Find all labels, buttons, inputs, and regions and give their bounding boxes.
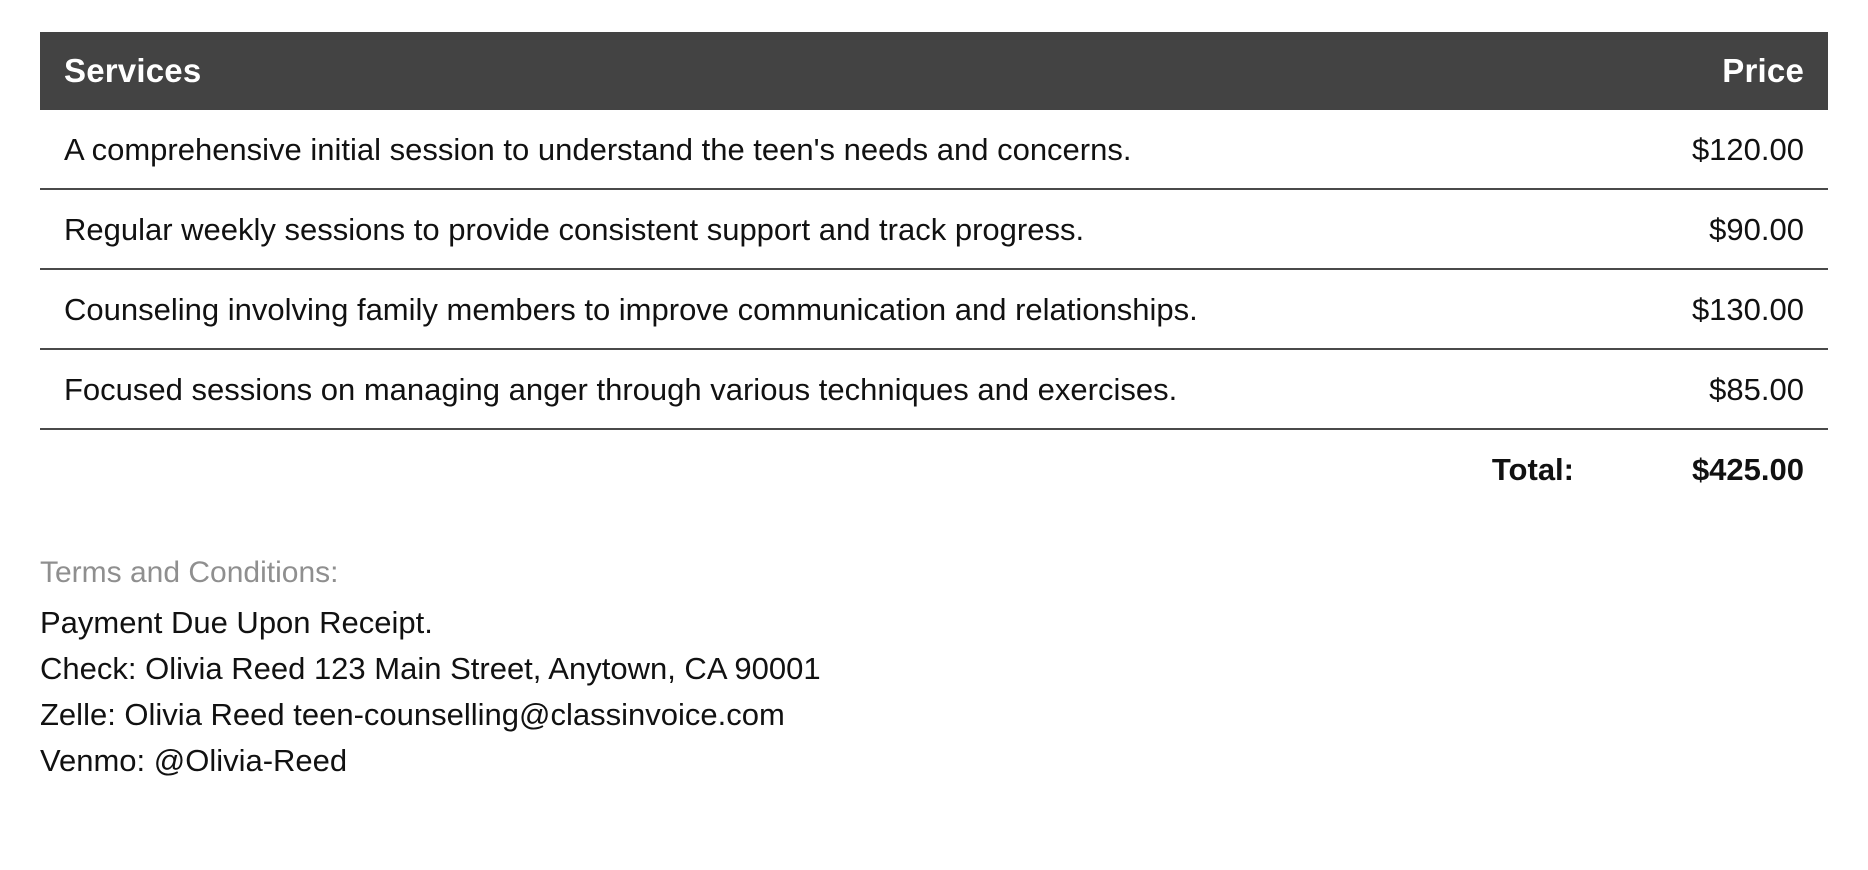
service-description: A comprehensive initial session to understand the teen's needs and concerns. bbox=[40, 110, 1598, 189]
total-label: Total: bbox=[1491, 452, 1574, 487]
terms-title: Terms and Conditions: bbox=[40, 556, 339, 589]
total-value: $425.00 bbox=[1691, 452, 1804, 487]
table-body bbox=[40, 110, 1828, 429]
table-header bbox=[40, 32, 1828, 110]
terms-line-check: Check: Olivia Reed 123 Main Street, Anytown, CA 90001 bbox=[40, 650, 821, 686]
service-description: Regular weekly sessions to provide consistent support and track progress. bbox=[40, 189, 1598, 269]
table-row bbox=[40, 269, 1828, 349]
total-row bbox=[40, 429, 1828, 498]
table-footer bbox=[40, 429, 1828, 498]
service-description: Focused sessions on managing anger through various techniques and exercises. bbox=[40, 349, 1598, 429]
table-row bbox=[40, 189, 1828, 269]
service-price: $90.00 bbox=[1598, 189, 1828, 269]
terms-line-payment: Payment Due Upon Receipt. bbox=[40, 605, 433, 640]
service-description: Counseling involving family members to improve communication and relationships. bbox=[40, 269, 1598, 349]
service-price: $120.00 bbox=[1598, 110, 1828, 189]
terms-line-zelle: Zelle: Olivia Reed teen-counselling@classinvoice.com bbox=[40, 696, 785, 732]
service-price: $85.00 bbox=[1598, 349, 1828, 429]
column-header-price: Price bbox=[1598, 32, 1828, 110]
terms-and-conditions-section bbox=[40, 556, 1828, 784]
table-row bbox=[40, 110, 1828, 189]
services-price-table bbox=[40, 32, 1828, 498]
table-header-row bbox=[40, 32, 1828, 110]
terms-line-venmo: Venmo: @Olivia-Reed bbox=[40, 742, 348, 778]
column-header-services: Services bbox=[40, 32, 1598, 110]
service-price: $130.00 bbox=[1598, 269, 1828, 349]
table-row bbox=[40, 349, 1828, 429]
